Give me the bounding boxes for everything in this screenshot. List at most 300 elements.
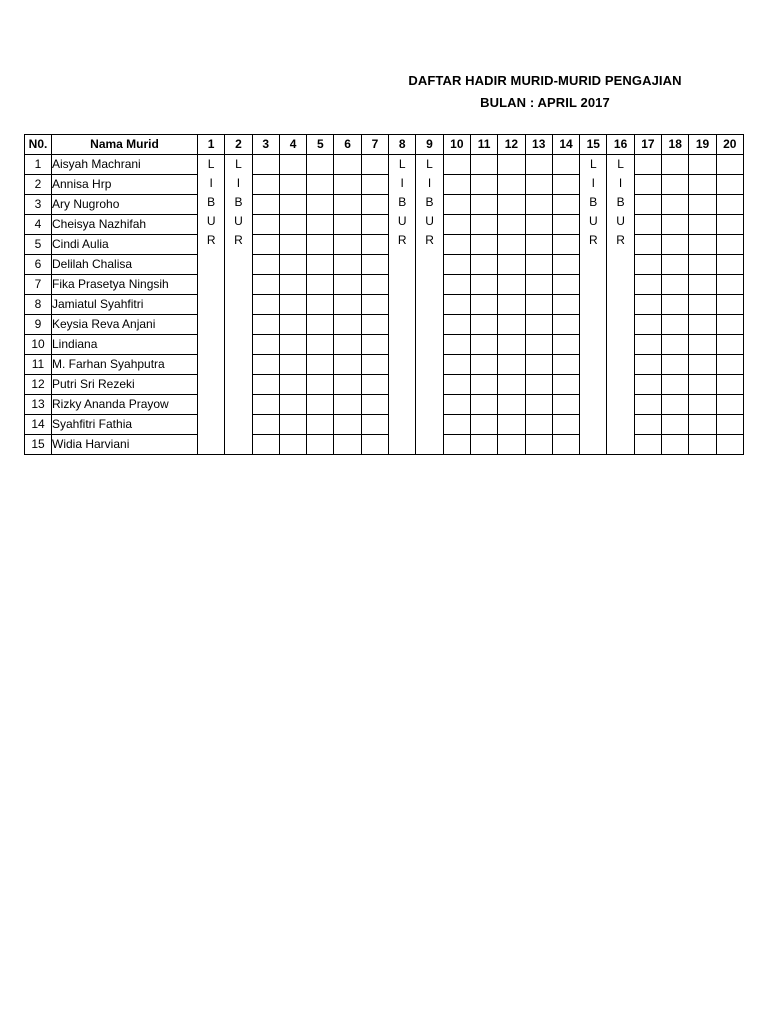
attendance-cell[interactable] <box>307 295 334 315</box>
attendance-cell[interactable] <box>552 415 579 435</box>
attendance-cell[interactable] <box>443 315 470 335</box>
attendance-cell[interactable] <box>307 215 334 235</box>
attendance-cell[interactable] <box>470 255 497 275</box>
attendance-cell[interactable] <box>662 195 689 215</box>
attendance-cell[interactable] <box>716 275 743 295</box>
attendance-cell[interactable] <box>334 415 361 435</box>
header-no: N0. <box>25 135 52 155</box>
attendance-cell[interactable] <box>307 155 334 175</box>
student-name: Jamiatul Syahfitri <box>52 295 198 315</box>
attendance-cell[interactable] <box>662 295 689 315</box>
row-number: 12 <box>25 375 52 395</box>
attendance-cell[interactable] <box>662 355 689 375</box>
attendance-cell[interactable] <box>498 395 525 415</box>
attendance-cell[interactable] <box>716 155 743 175</box>
attendance-cell[interactable] <box>689 315 716 335</box>
attendance-cell[interactable] <box>689 415 716 435</box>
attendance-cell[interactable] <box>252 235 279 255</box>
holiday-letter: U <box>588 214 598 228</box>
attendance-cell[interactable] <box>716 315 743 335</box>
attendance-cell[interactable] <box>470 295 497 315</box>
attendance-cell[interactable] <box>498 375 525 395</box>
day-header: 5 <box>307 135 334 155</box>
holiday-letter: L <box>617 157 624 171</box>
attendance-cell[interactable] <box>252 375 279 395</box>
attendance-cell[interactable] <box>470 335 497 355</box>
table-row <box>25 215 744 235</box>
attendance-cell[interactable] <box>525 375 552 395</box>
header-name: Nama Murid <box>52 135 198 155</box>
day-header: 16 <box>607 135 634 155</box>
attendance-cell[interactable] <box>689 295 716 315</box>
holiday-cell <box>416 155 443 455</box>
attendance-cell[interactable] <box>689 435 716 455</box>
attendance-cell[interactable] <box>716 375 743 395</box>
attendance-cell[interactable] <box>279 435 306 455</box>
row-number: 2 <box>25 175 52 195</box>
attendance-cell[interactable] <box>662 175 689 195</box>
attendance-cell[interactable] <box>662 435 689 455</box>
attendance-cell[interactable] <box>361 275 388 295</box>
table-row <box>25 395 744 415</box>
attendance-cell[interactable] <box>716 195 743 215</box>
attendance-cell[interactable] <box>252 435 279 455</box>
holiday-cell <box>225 155 252 455</box>
attendance-cell[interactable] <box>279 355 306 375</box>
attendance-cell[interactable] <box>662 215 689 235</box>
attendance-cell[interactable] <box>470 275 497 295</box>
attendance-cell[interactable] <box>252 415 279 435</box>
attendance-cell[interactable] <box>552 315 579 335</box>
holiday-letter: U <box>616 214 625 228</box>
holiday-letter: B <box>207 195 216 209</box>
student-name: Fika Prasetya Ningsih <box>52 275 198 295</box>
attendance-cell[interactable] <box>443 215 470 235</box>
attendance-cell[interactable] <box>689 395 716 415</box>
attendance-cell[interactable] <box>525 355 552 375</box>
attendance-cell[interactable] <box>470 395 497 415</box>
day-header: 2 <box>225 135 252 155</box>
attendance-cell[interactable] <box>498 295 525 315</box>
document-subtitle: BULAN : APRIL 2017 <box>480 95 610 110</box>
row-number: 10 <box>25 335 52 355</box>
attendance-cell[interactable] <box>443 275 470 295</box>
student-name: M. Farhan Syahputra <box>52 355 198 375</box>
attendance-cell[interactable] <box>334 355 361 375</box>
holiday-letter: B <box>589 195 598 209</box>
attendance-cell[interactable] <box>662 255 689 275</box>
attendance-cell[interactable] <box>716 235 743 255</box>
attendance-cell[interactable] <box>334 375 361 395</box>
attendance-cell[interactable] <box>662 315 689 335</box>
attendance-cell[interactable] <box>470 315 497 335</box>
attendance-cell[interactable] <box>634 235 661 255</box>
attendance-cell[interactable] <box>525 315 552 335</box>
attendance-cell[interactable] <box>525 295 552 315</box>
attendance-cell[interactable] <box>443 375 470 395</box>
attendance-cell[interactable] <box>334 175 361 195</box>
holiday-letter: R <box>397 233 407 247</box>
attendance-cell[interactable] <box>279 235 306 255</box>
attendance-cell[interactable] <box>252 275 279 295</box>
attendance-cell[interactable] <box>279 255 306 275</box>
attendance-cell[interactable] <box>525 175 552 195</box>
attendance-cell[interactable] <box>498 235 525 255</box>
row-number: 4 <box>25 215 52 235</box>
attendance-cell[interactable] <box>634 295 661 315</box>
student-name: Delilah Chalisa <box>52 255 198 275</box>
attendance-cell[interactable] <box>689 275 716 295</box>
attendance-cell[interactable] <box>634 215 661 235</box>
day-header: 14 <box>552 135 579 155</box>
attendance-cell[interactable] <box>443 155 470 175</box>
holiday-letter: I <box>400 176 404 190</box>
day-header: 18 <box>662 135 689 155</box>
student-name: Aisyah Machrani <box>52 155 198 175</box>
attendance-cell[interactable] <box>498 315 525 335</box>
attendance-cell[interactable] <box>279 215 306 235</box>
day-header: 11 <box>470 135 497 155</box>
attendance-cell[interactable] <box>307 395 334 415</box>
attendance-cell[interactable] <box>525 235 552 255</box>
attendance-cell[interactable] <box>716 255 743 275</box>
attendance-cell[interactable] <box>334 395 361 415</box>
attendance-cell[interactable] <box>361 435 388 455</box>
holiday-letter: R <box>616 233 625 247</box>
day-header: 8 <box>389 135 416 155</box>
attendance-cell[interactable] <box>498 275 525 295</box>
holiday-letter: I <box>618 176 623 190</box>
attendance-cell[interactable] <box>716 215 743 235</box>
student-name: Lindiana <box>52 335 198 355</box>
table-row <box>25 295 744 315</box>
attendance-cell[interactable] <box>307 335 334 355</box>
attendance-cell[interactable] <box>689 195 716 215</box>
attendance-cell[interactable] <box>279 295 306 315</box>
attendance-cell[interactable] <box>552 215 579 235</box>
attendance-cell[interactable] <box>552 295 579 315</box>
attendance-cell[interactable] <box>361 355 388 375</box>
attendance-cell[interactable] <box>525 435 552 455</box>
student-name: Syahfitri Fathia <box>52 415 198 435</box>
attendance-cell[interactable] <box>334 435 361 455</box>
attendance-cell[interactable] <box>716 355 743 375</box>
attendance-cell[interactable] <box>470 175 497 195</box>
attendance-cell[interactable] <box>361 375 388 395</box>
attendance-cell[interactable] <box>689 375 716 395</box>
attendance-cell[interactable] <box>279 415 306 435</box>
attendance-cell[interactable] <box>443 255 470 275</box>
student-name: Keysia Reva Anjani <box>52 315 198 335</box>
attendance-cell[interactable] <box>361 195 388 215</box>
attendance-cell[interactable] <box>334 235 361 255</box>
holiday-letter: I <box>427 176 432 190</box>
attendance-cell[interactable] <box>552 395 579 415</box>
table-row <box>25 255 744 275</box>
attendance-cell[interactable] <box>252 335 279 355</box>
table-row <box>25 175 744 195</box>
attendance-cell[interactable] <box>634 435 661 455</box>
attendance-cell[interactable] <box>307 255 334 275</box>
attendance-cell[interactable] <box>662 415 689 435</box>
attendance-cell[interactable] <box>498 435 525 455</box>
attendance-cell[interactable] <box>498 175 525 195</box>
attendance-cell[interactable] <box>470 235 497 255</box>
attendance-cell[interactable] <box>334 335 361 355</box>
day-header: 3 <box>252 135 279 155</box>
attendance-cell[interactable] <box>552 355 579 375</box>
day-header: 19 <box>689 135 716 155</box>
attendance-cell[interactable] <box>443 415 470 435</box>
attendance-cell[interactable] <box>334 295 361 315</box>
attendance-cell[interactable] <box>662 395 689 415</box>
attendance-cell[interactable] <box>552 155 579 175</box>
attendance-cell[interactable] <box>634 155 661 175</box>
table-row <box>25 155 744 175</box>
row-number: 1 <box>25 155 52 175</box>
attendance-cell[interactable] <box>443 395 470 415</box>
day-header: 10 <box>443 135 470 155</box>
student-name: Putri Sri Rezeki <box>52 375 198 395</box>
row-number: 7 <box>25 275 52 295</box>
attendance-cell[interactable] <box>470 215 497 235</box>
holiday-letter: L <box>207 157 215 171</box>
attendance-cell[interactable] <box>525 195 552 215</box>
attendance-cell[interactable] <box>334 275 361 295</box>
attendance-cell[interactable] <box>361 155 388 175</box>
attendance-cell[interactable] <box>689 355 716 375</box>
attendance-cell[interactable] <box>662 235 689 255</box>
attendance-cell[interactable] <box>307 235 334 255</box>
holiday-letter: I <box>591 176 595 190</box>
attendance-cell[interactable] <box>470 435 497 455</box>
row-number: 3 <box>25 195 52 215</box>
attendance-cell[interactable] <box>252 175 279 195</box>
attendance-cell[interactable] <box>634 355 661 375</box>
student-name: Ary Nugroho <box>52 195 198 215</box>
attendance-cell[interactable] <box>634 335 661 355</box>
holiday-letter: B <box>398 195 407 209</box>
attendance-cell[interactable] <box>361 215 388 235</box>
attendance-cell[interactable] <box>361 295 388 315</box>
attendance-cell[interactable] <box>662 155 689 175</box>
attendance-cell[interactable] <box>470 355 497 375</box>
attendance-cell[interactable] <box>361 395 388 415</box>
attendance-cell[interactable] <box>361 415 388 435</box>
attendance-cell[interactable] <box>552 175 579 195</box>
attendance-cell[interactable] <box>689 215 716 235</box>
holiday-letter: U <box>397 214 407 228</box>
attendance-cell[interactable] <box>334 195 361 215</box>
row-number: 9 <box>25 315 52 335</box>
attendance-cell[interactable] <box>252 315 279 335</box>
attendance-cell[interactable] <box>443 355 470 375</box>
attendance-cell[interactable] <box>252 215 279 235</box>
holiday-letter: L <box>398 157 406 171</box>
day-header: 4 <box>279 135 306 155</box>
attendance-cell[interactable] <box>361 255 388 275</box>
holiday-letter: R <box>234 233 243 247</box>
attendance-cell[interactable] <box>552 255 579 275</box>
attendance-cell[interactable] <box>552 335 579 355</box>
attendance-cell[interactable] <box>525 415 552 435</box>
attendance-cell[interactable] <box>470 375 497 395</box>
holiday-cell <box>580 155 607 455</box>
attendance-cell[interactable] <box>307 195 334 215</box>
attendance-cell[interactable] <box>662 375 689 395</box>
attendance-cell[interactable] <box>689 155 716 175</box>
attendance-cell[interactable] <box>443 335 470 355</box>
attendance-cell[interactable] <box>252 195 279 215</box>
attendance-cell[interactable] <box>443 175 470 195</box>
attendance-cell[interactable] <box>525 395 552 415</box>
student-name: Cindi Aulia <box>52 235 198 255</box>
row-number: 5 <box>25 235 52 255</box>
attendance-cell[interactable] <box>252 355 279 375</box>
attendance-cell[interactable] <box>634 175 661 195</box>
table-row <box>25 235 744 255</box>
holiday-letter: R <box>588 233 598 247</box>
holiday-letter: U <box>425 214 434 228</box>
attendance-cell[interactable] <box>443 235 470 255</box>
attendance-cell[interactable] <box>716 395 743 415</box>
day-header: 6 <box>334 135 361 155</box>
attendance-cell[interactable] <box>689 235 716 255</box>
table-row <box>25 195 744 215</box>
attendance-cell[interactable] <box>443 295 470 315</box>
attendance-cell[interactable] <box>634 315 661 335</box>
attendance-cell[interactable] <box>498 335 525 355</box>
holiday-letter: B <box>425 195 434 209</box>
row-number: 13 <box>25 395 52 415</box>
attendance-cell[interactable] <box>634 395 661 415</box>
table-row <box>25 315 744 335</box>
attendance-cell[interactable] <box>498 215 525 235</box>
attendance-cell[interactable] <box>252 395 279 415</box>
table-row <box>25 375 744 395</box>
table-row <box>25 275 744 295</box>
attendance-cell[interactable] <box>279 395 306 415</box>
holiday-cell <box>607 155 634 455</box>
attendance-cell[interactable] <box>279 275 306 295</box>
attendance-cell[interactable] <box>361 175 388 195</box>
attendance-cell[interactable] <box>334 155 361 175</box>
attendance-cell[interactable] <box>716 335 743 355</box>
attendance-cell[interactable] <box>689 255 716 275</box>
day-header: 13 <box>525 135 552 155</box>
attendance-cell[interactable] <box>470 155 497 175</box>
attendance-cell[interactable] <box>307 315 334 335</box>
attendance-cell[interactable] <box>498 195 525 215</box>
attendance-cell[interactable] <box>689 335 716 355</box>
attendance-cell[interactable] <box>307 355 334 375</box>
attendance-cell[interactable] <box>470 195 497 215</box>
student-name: Cheisya Nazhifah <box>52 215 198 235</box>
table-row <box>25 415 744 435</box>
attendance-cell[interactable] <box>662 275 689 295</box>
attendance-cell[interactable] <box>525 335 552 355</box>
attendance-cell[interactable] <box>634 415 661 435</box>
document-title: DAFTAR HADIR MURID-MURID PENGAJIAN <box>408 73 682 88</box>
holiday-cell <box>198 155 225 455</box>
attendance-cell[interactable] <box>307 275 334 295</box>
attendance-cell[interactable] <box>552 275 579 295</box>
attendance-cell[interactable] <box>443 435 470 455</box>
attendance-cell[interactable] <box>279 375 306 395</box>
attendance-cell[interactable] <box>634 255 661 275</box>
attendance-cell[interactable] <box>279 335 306 355</box>
attendance-cell[interactable] <box>334 215 361 235</box>
attendance-cell[interactable] <box>634 195 661 215</box>
holiday-letter: I <box>236 176 241 190</box>
attendance-cell[interactable] <box>361 335 388 355</box>
student-name: Widia Harviani <box>52 435 198 455</box>
table-row <box>25 335 744 355</box>
attendance-cell[interactable] <box>279 195 306 215</box>
attendance-cell[interactable] <box>307 415 334 435</box>
day-header: 7 <box>361 135 388 155</box>
attendance-cell[interactable] <box>307 375 334 395</box>
attendance-cell[interactable] <box>525 155 552 175</box>
attendance-cell[interactable] <box>552 435 579 455</box>
attendance-cell[interactable] <box>279 315 306 335</box>
attendance-cell[interactable] <box>552 235 579 255</box>
attendance-cell[interactable] <box>307 175 334 195</box>
attendance-cell[interactable] <box>361 315 388 335</box>
day-header: 9 <box>416 135 443 155</box>
student-name: Annisa Hrp <box>52 175 198 195</box>
attendance-cell[interactable] <box>498 255 525 275</box>
attendance-cell[interactable] <box>252 295 279 315</box>
attendance-cell[interactable] <box>716 295 743 315</box>
attendance-cell[interactable] <box>525 275 552 295</box>
attendance-cell[interactable] <box>334 255 361 275</box>
attendance-cell[interactable] <box>279 155 306 175</box>
row-number: 6 <box>25 255 52 275</box>
attendance-cell[interactable] <box>334 315 361 335</box>
attendance-cell[interactable] <box>498 355 525 375</box>
day-header: 15 <box>580 135 607 155</box>
attendance-cell[interactable] <box>498 155 525 175</box>
attendance-cell[interactable] <box>498 415 525 435</box>
holiday-letter: B <box>234 195 243 209</box>
row-number: 11 <box>25 355 52 375</box>
holiday-cell <box>389 155 416 455</box>
attendance-cell[interactable] <box>470 415 497 435</box>
attendance-table <box>24 134 744 455</box>
attendance-cell[interactable] <box>662 335 689 355</box>
attendance-cell[interactable] <box>252 155 279 175</box>
attendance-cell[interactable] <box>552 375 579 395</box>
attendance-cell[interactable] <box>634 275 661 295</box>
day-header: 12 <box>498 135 525 155</box>
attendance-cell[interactable] <box>361 235 388 255</box>
attendance-cell[interactable] <box>443 195 470 215</box>
student-name: Rizky Ananda Prayow <box>52 395 198 415</box>
attendance-cell[interactable] <box>716 435 743 455</box>
attendance-cell[interactable] <box>552 195 579 215</box>
attendance-cell[interactable] <box>634 375 661 395</box>
day-header: 17 <box>634 135 661 155</box>
attendance-cell[interactable] <box>279 175 306 195</box>
attendance-cell[interactable] <box>525 255 552 275</box>
attendance-cell[interactable] <box>307 435 334 455</box>
attendance-cell[interactable] <box>689 175 716 195</box>
attendance-cell[interactable] <box>525 215 552 235</box>
attendance-cell[interactable] <box>252 255 279 275</box>
attendance-cell[interactable] <box>716 175 743 195</box>
attendance-cell[interactable] <box>716 415 743 435</box>
